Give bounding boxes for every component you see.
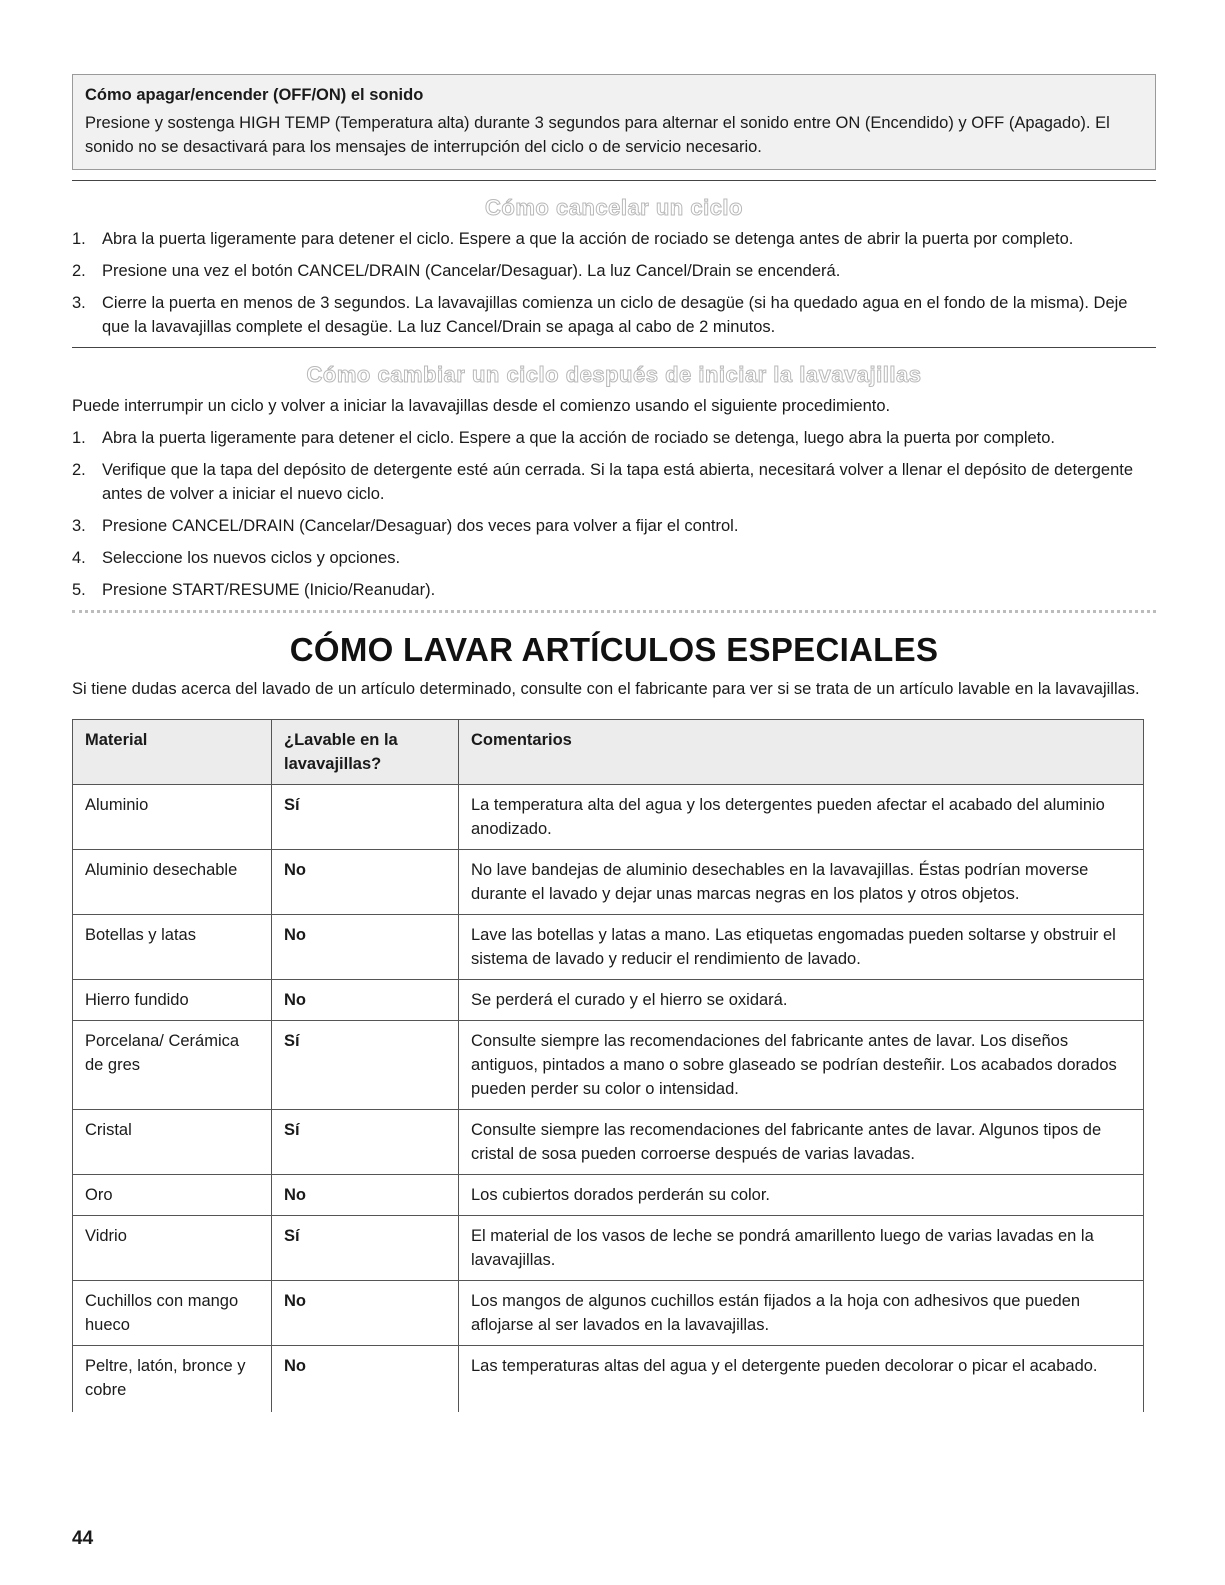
step-text: Presione CANCEL/DRAIN (Cancelar/Desaguar) dos veces para volver a fijar el control.: [102, 517, 739, 535]
table-row: [73, 1346, 1144, 1413]
divider: [72, 180, 1156, 181]
table-header-row: [73, 720, 1144, 785]
sound-box-text: Presione y sostenga HIGH TEMP (Temperatura alta) durante 3 segundos para alternar el sonido entre ON (Encendido) y OFF (Apagado). El sonido no se desactivará para los mensajes de interrupción del ciclo o de servicio necesario.: [85, 114, 1110, 156]
step-text: Abra la puerta ligeramente para detener el ciclo. Espere a que la acción de rociado se detenga, luego abra la puerta por completo.: [102, 429, 1056, 447]
step-number: 3.: [72, 294, 86, 312]
step-text: Presione una vez el botón CANCEL/DRAIN (Cancelar/Desaguar). La luz Cancel/Drain se encenderá.: [102, 262, 841, 280]
dotted-divider: [72, 610, 1156, 613]
list-item: [72, 426, 1156, 450]
table-row: [73, 1281, 1144, 1346]
comment-cell: Consulte siempre las recomendaciones del fabricante antes de lavar. Los diseños antiguos, pintados a mano o sobre glaseado se podrían desteñir. Los acabados dorados pueden perder su color o intensidad.: [459, 1021, 1144, 1110]
comment-cell: Se perderá el curado y el hierro se oxidará.: [459, 980, 1144, 1021]
step-number: 2.: [72, 262, 86, 280]
list-item: [72, 514, 1156, 538]
washable-cell: No: [272, 1281, 459, 1346]
material-cell: Botellas y latas: [73, 915, 272, 980]
material-cell: Vidrio: [73, 1216, 272, 1281]
sound-box-title: Cómo apagar/encender (OFF/ON) el sonido: [85, 86, 424, 104]
column-header-material: Material: [73, 720, 272, 785]
page-number: 44: [72, 1528, 94, 1549]
list-item: [72, 227, 1156, 251]
step-number: 4.: [72, 549, 86, 567]
cancel-steps-list: [72, 227, 1156, 339]
comment-cell: El material de los vasos de leche se pondrá amarillento luego de varias lavadas en la lavavajillas.: [459, 1216, 1144, 1281]
step-text: Seleccione los nuevos ciclos y opciones.: [102, 549, 401, 567]
washable-cell: Sí: [272, 1216, 459, 1281]
table-row: [73, 850, 1144, 915]
material-cell: Hierro fundido: [73, 980, 272, 1021]
page-content: [72, 74, 1156, 1412]
change-section-intro: Puede interrumpir un ciclo y volver a iniciar la lavavajillas desde el comienzo usando el siguiente procedimiento.: [72, 397, 891, 415]
comment-cell: Las temperaturas altas del agua y el detergente pueden decolorar o picar el acabado.: [459, 1346, 1144, 1413]
material-cell: Oro: [73, 1175, 272, 1216]
step-text: Presione START/RESUME (Inicio/Reanudar).: [102, 581, 436, 599]
special-items-intro: Si tiene dudas acerca del lavado de un artículo determinado, consulte con el fabricante para ver si se trata de un artículo lavable en la lavavajillas.: [72, 680, 1140, 698]
washable-cell: No: [272, 1346, 459, 1413]
table-row: [73, 915, 1144, 980]
table-row: [73, 1110, 1144, 1175]
column-header-comments: Comentarios: [459, 720, 1144, 785]
table-row: [73, 785, 1144, 850]
step-text: Cierre la puerta en menos de 3 segundos. La lavavajillas comienza un ciclo de desagüe (si ha quedado agua en el fondo de la misma). Deje que la lavavajillas complete el desagüe. La luz Cancel/Drain se apaga al cabo de 2 minutos.: [102, 294, 1128, 336]
step-number: 3.: [72, 517, 86, 535]
washable-cell: No: [272, 980, 459, 1021]
step-number: 1.: [72, 230, 86, 248]
material-cell: Peltre, latón, bronce y cobre: [73, 1346, 272, 1413]
comment-cell: Lave las botellas y latas a mano. Las etiquetas engomadas pueden soltarse y obstruir el sistema de lavado y reducir el rendimiento de lavado.: [459, 915, 1144, 980]
step-text: Verifique que la tapa del depósito de detergente esté aún cerrada. Si la tapa está abierta, necesitará volver a llenar el depósito de detergente antes de volver a iniciar el nuevo ciclo.: [102, 461, 1134, 503]
change-steps-list: [72, 426, 1156, 602]
washable-cell: No: [272, 915, 459, 980]
material-cell: Porcelana/ Cerámica de gres: [73, 1021, 272, 1110]
comment-cell: Los cubiertos dorados perderán su color.: [459, 1175, 1144, 1216]
washable-cell: No: [272, 850, 459, 915]
column-header-washable: ¿Lavable en la lavavajillas?: [272, 720, 459, 785]
washable-cell: Sí: [272, 785, 459, 850]
table-row: [73, 1175, 1144, 1216]
washable-cell: Sí: [272, 1021, 459, 1110]
material-cell: Cuchillos con mango hueco: [73, 1281, 272, 1346]
step-number: 1.: [72, 429, 86, 447]
list-item: [72, 458, 1156, 506]
comment-cell: No lave bandejas de aluminio desechables en la lavavajillas. Éstas podrían moverse durante el lavado y dejar unas marcas negras en los platos y otros objetos.: [459, 850, 1144, 915]
list-item: [72, 546, 1156, 570]
table-row: [73, 1021, 1144, 1110]
step-number: 5.: [72, 581, 86, 599]
step-text: Abra la puerta ligeramente para detener el ciclo. Espere a que la acción de rociado se detenga antes de abrir la puerta por completo.: [102, 230, 1074, 248]
material-cell: Aluminio: [73, 785, 272, 850]
material-cell: Cristal: [73, 1110, 272, 1175]
comment-cell: La temperatura alta del agua y los detergentes pueden afectar el acabado del aluminio anodizado.: [459, 785, 1144, 850]
table-row: [73, 1216, 1144, 1281]
washable-cell: Sí: [272, 1110, 459, 1175]
list-item: [72, 578, 1156, 602]
comment-cell: Consulte siempre las recomendaciones del fabricante antes de lavar. Algunos tipos de cristal de sosa pueden corroerse después de varias lavadas.: [459, 1110, 1144, 1175]
material-cell: Aluminio desechable: [73, 850, 272, 915]
sound-info-box: [72, 74, 1156, 170]
washable-cell: No: [272, 1175, 459, 1216]
list-item: [72, 291, 1156, 339]
step-number: 2.: [72, 461, 86, 479]
special-items-title: CÓMO LAVAR ARTÍCULOS ESPECIALES: [289, 631, 939, 668]
special-items-table: [72, 719, 1144, 1412]
table-row: [73, 980, 1144, 1021]
cancel-section-title: Cómo cancelar un ciclo: [485, 195, 743, 220]
list-item: [72, 259, 1156, 283]
comment-cell: Los mangos de algunos cuchillos están fijados a la hoja con adhesivos que pueden aflojarse al ser lavados en la lavavajillas.: [459, 1281, 1144, 1346]
change-section-title: Cómo cambiar un ciclo después de iniciar la lavavajillas: [306, 362, 922, 387]
divider: [72, 347, 1156, 348]
